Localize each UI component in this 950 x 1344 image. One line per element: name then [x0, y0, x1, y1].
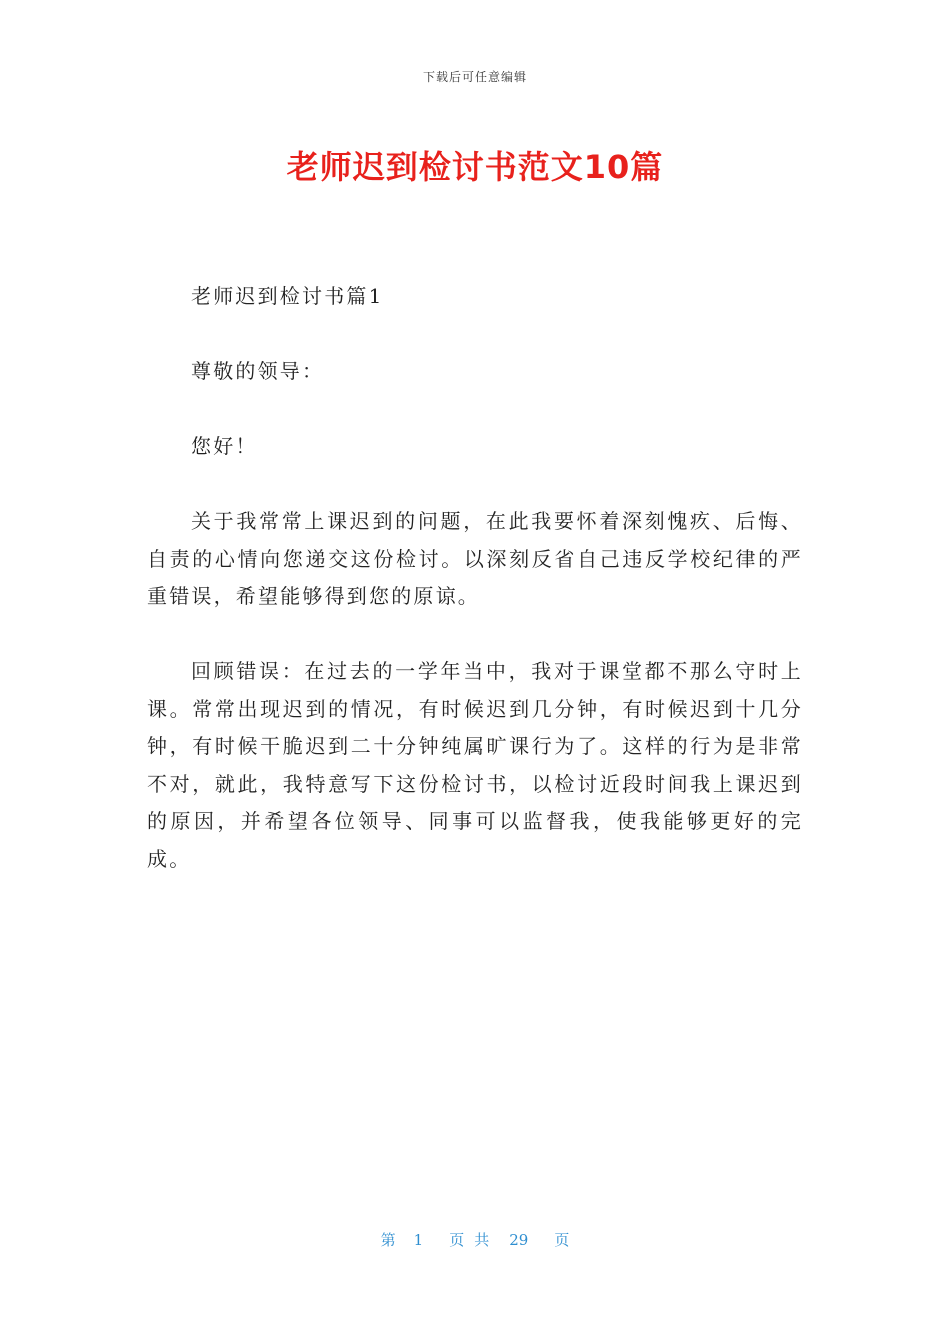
- paragraph-review: 回顾错误：在过去的一学年当中，我对于课堂都不那么守时上课。常常出现迟到的情况，有时候迟到几分钟，有时候迟到十几分钟，有时候干脆迟到二十分钟纯属旷课行为了。这样的行为是非常不对，就此，我特意写下这份检讨书，以检讨近段时间我上课迟到的原因，并希望各位领导、同事可以监督我，使我能够更好的完成。: [147, 659, 803, 871]
- document-title: 老师迟到检讨书范文10篇: [286, 148, 664, 186]
- salutation: 尊敬的领导：: [191, 359, 325, 383]
- footer-page-mid: 页共: [449, 1231, 500, 1249]
- footer-page-prefix: 第: [380, 1231, 396, 1249]
- paragraph-intro: 关于我常常上课迟到的问题，在此我要怀着深刻愧疚、后悔、自责的心情向您递交这份检讨。以深刻反省自己违反学校纪律的严重错误，希望能够得到您的原谅。: [147, 509, 803, 608]
- document-body: [147, 278, 803, 878]
- footer-current-page: 1: [413, 1231, 424, 1249]
- greeting: 您好！: [191, 434, 258, 458]
- footer-page-suffix: 页: [554, 1231, 570, 1249]
- page-footer: [0, 1229, 950, 1250]
- section-heading: 老师迟到检讨书篇1: [191, 284, 384, 308]
- footer-total-pages: 29: [509, 1231, 529, 1249]
- header-note: 下载后可任意编辑: [422, 70, 527, 84]
